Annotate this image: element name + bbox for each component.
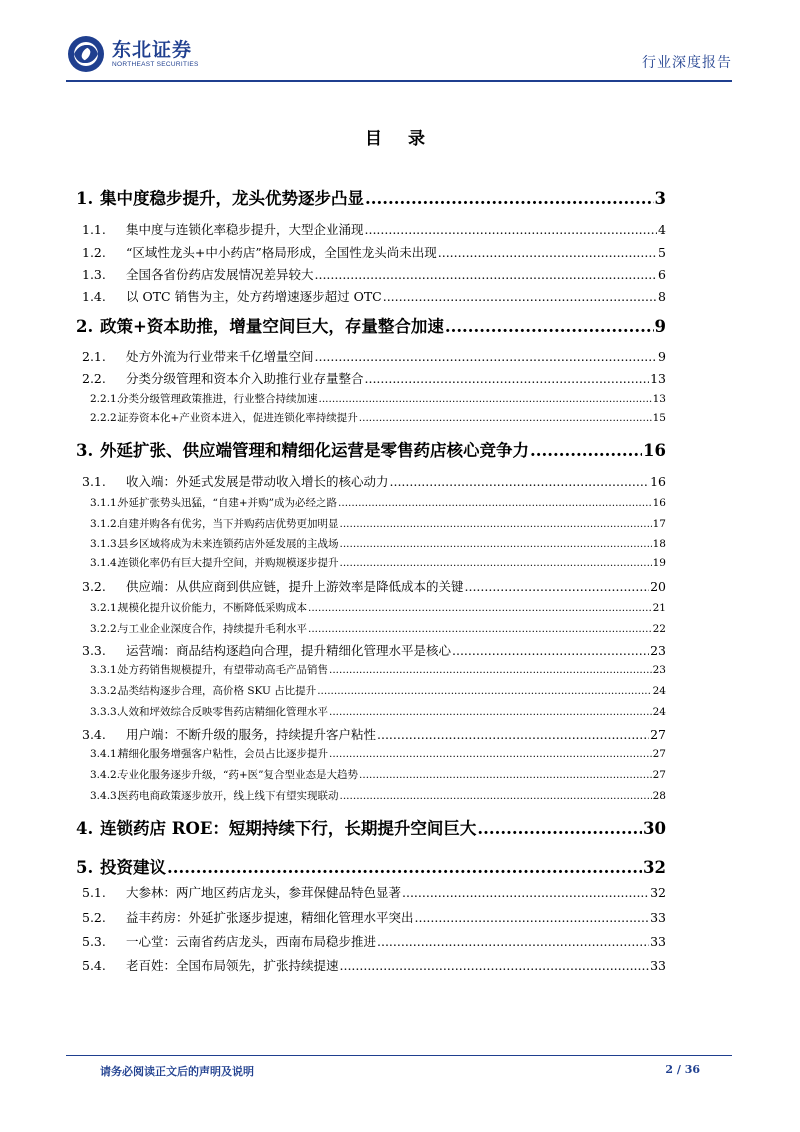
toc-entry-page: 27 xyxy=(652,769,666,781)
toc-entry-page: 23 xyxy=(652,664,666,676)
logo-emblem-icon xyxy=(66,34,106,74)
toc-entry-title: 品类结构逐步合理，高价格 SKU 占比提升 xyxy=(118,685,317,697)
toc-entry-number: 5.2. xyxy=(82,910,106,925)
toc-entry-number: 5. xyxy=(76,858,94,877)
toc-entry-page: 22 xyxy=(652,623,666,635)
toc-entry[interactable] xyxy=(90,662,666,677)
report-type-label: 行业深度报告 xyxy=(642,55,732,71)
toc-entry-page: 16 xyxy=(652,497,666,509)
toc-entry[interactable] xyxy=(90,746,666,761)
toc-entry-title: 连锁药店 ROE：短期持续下行，长期提升空间巨大 xyxy=(100,819,477,838)
toc-entry-page: 17 xyxy=(652,518,666,530)
toc-leader-dots xyxy=(340,538,652,550)
toc-leader-dots xyxy=(359,769,652,781)
toc-entry-page: 32 xyxy=(643,858,666,877)
toc-entry-title: 连锁化率仍有巨大提升空间，并购规模逐步提升 xyxy=(118,557,339,569)
toc-entry-number: 2.1. xyxy=(82,349,106,364)
toc-entry-title: 益丰药房：外延扩张逐步提速，精细化管理水平突出 xyxy=(126,910,414,925)
toc-leader-dots xyxy=(365,371,650,386)
toc-entry[interactable] xyxy=(90,621,666,636)
toc-entry-page: 4 xyxy=(658,222,666,237)
footer-disclaimer: 请务必阅读正文后的声明及说明 xyxy=(100,1065,254,1078)
toc-entry[interactable] xyxy=(76,437,666,461)
toc-entry-number: 3.2.1. xyxy=(90,602,121,614)
toc-entry[interactable] xyxy=(90,600,666,615)
toc-entry-page: 30 xyxy=(643,819,666,838)
toc-entry[interactable] xyxy=(90,555,666,570)
toc-entry-page: 33 xyxy=(650,910,666,925)
toc-entry-number: 4. xyxy=(76,819,94,838)
toc-leader-dots xyxy=(359,412,652,424)
toc-entry[interactable] xyxy=(90,788,666,803)
toc-entry-page: 28 xyxy=(652,790,666,802)
toc-entry[interactable] xyxy=(82,472,666,490)
toc-entry-number: 2.2.1. xyxy=(90,393,121,405)
toc-entry-page: 23 xyxy=(650,643,666,658)
toc-entry-title: 县乡区域将成为未来连锁药店外延发展的主战场 xyxy=(118,538,339,550)
toc-entry-number: 3.3. xyxy=(82,643,106,658)
toc-entry-number: 5.4. xyxy=(82,958,106,973)
toc-entry-page: 27 xyxy=(652,748,666,760)
toc-entry-page: 9 xyxy=(658,349,666,364)
toc-leader-dots xyxy=(317,685,651,697)
toc-entry-page: 33 xyxy=(650,958,666,973)
toc-entry-title: 分类分级管理和资本介入助推行业存量整合 xyxy=(126,371,364,386)
toc-title: 目 录 xyxy=(365,129,435,149)
toc-entry-title: 人效和坪效综合反映零售药店精细化管理水平 xyxy=(118,706,328,718)
toc-entry-page: 3 xyxy=(654,189,666,208)
toc-entry-page: 27 xyxy=(650,727,666,742)
toc-entry-page: 16 xyxy=(650,474,666,489)
toc-leader-dots xyxy=(167,858,642,877)
toc-leader-dots xyxy=(308,623,652,635)
toc-entry[interactable] xyxy=(82,243,666,261)
toc-entry[interactable] xyxy=(90,704,666,719)
toc-leader-dots xyxy=(415,910,650,925)
toc-entry-number: 3.4.1. xyxy=(90,748,121,760)
toc-entry-number: 1.2. xyxy=(82,245,106,260)
toc-entry[interactable] xyxy=(82,265,666,283)
toc-entry[interactable] xyxy=(90,516,666,531)
toc-entry-number: 3.3.3. xyxy=(90,706,121,718)
toc-entry[interactable] xyxy=(82,641,666,659)
toc-entry[interactable] xyxy=(82,577,666,595)
toc-leader-dots xyxy=(377,934,649,949)
toc-leader-dots xyxy=(465,579,650,594)
toc-entry[interactable] xyxy=(90,683,666,698)
toc-entry-page: 6 xyxy=(658,267,666,282)
toc-entry-title: 处方药销售规模提升，有望带动高毛产品销售 xyxy=(118,664,328,676)
toc-entry-number: 3.3.2. xyxy=(90,685,121,697)
toc-entry[interactable] xyxy=(90,410,666,425)
toc-entry-number: 3.1.3. xyxy=(90,538,121,550)
toc-leader-dots xyxy=(340,958,650,973)
toc-entry-number: 3.1.2. xyxy=(90,518,121,530)
toc-entry[interactable] xyxy=(82,932,666,950)
toc-leader-dots xyxy=(365,189,654,208)
toc-entry-title: 收入端：外延式发展是带动收入增长的核心动力 xyxy=(126,474,389,489)
toc-entry[interactable] xyxy=(82,369,666,387)
toc-entry-page: 21 xyxy=(652,602,666,614)
toc-entry-number: 3.3.1. xyxy=(90,664,121,676)
toc-leader-dots xyxy=(329,748,652,760)
toc-entry-page: 18 xyxy=(652,538,666,550)
toc-leader-dots xyxy=(315,267,658,282)
toc-entry-title: 用户端：不断升级的服务，持续提升客户粘性 xyxy=(126,727,377,742)
toc-entry-number: 2.2.2. xyxy=(90,412,121,424)
toc-entry-page: 19 xyxy=(652,557,666,569)
toc-entry-title: 集中度与连锁化率稳步提升，大型企业涌现 xyxy=(126,222,364,237)
toc-entry-number: 3.2. xyxy=(82,579,106,594)
toc-entry-page: 16 xyxy=(643,441,666,460)
toc-entry[interactable] xyxy=(82,725,666,743)
toc-entry-page: 13 xyxy=(650,371,666,386)
toc-entry-title: 集中度稳步提升，龙头优势逐步凸显 xyxy=(100,189,364,208)
toc-entry-page: 24 xyxy=(652,706,666,718)
toc-entry[interactable] xyxy=(82,956,666,974)
toc-leader-dots xyxy=(315,349,658,364)
toc-entry-number: 3.4. xyxy=(82,727,106,742)
toc-leader-dots xyxy=(308,602,652,614)
toc-leader-dots xyxy=(402,885,649,900)
brand-logo xyxy=(66,34,199,74)
toc-entry-number: 1.3. xyxy=(82,267,106,282)
toc-entry[interactable] xyxy=(82,883,666,901)
toc-entry-title: 政策+资本助推，增量空间巨大，存量整合加速 xyxy=(100,317,444,336)
page-header xyxy=(66,34,732,82)
toc-entry-page: 13 xyxy=(652,393,666,405)
toc-entry-title: 一心堂：云南省药店龙头，西南布局稳步推进 xyxy=(126,934,377,949)
toc-entry[interactable] xyxy=(90,391,666,406)
toc-entry-title: 处方外流为行业带来千亿增量空间 xyxy=(126,349,314,364)
toc-entry-title: 证券资本化+产业资本进入，促进连锁化率持续提升 xyxy=(118,412,358,424)
toc-entry[interactable] xyxy=(76,815,666,839)
toc-entry-page: 24 xyxy=(652,685,666,697)
toc-entry[interactable] xyxy=(90,767,666,782)
toc-entry-title: 与工业企业深度合作，持续提升毛利水平 xyxy=(118,623,307,635)
toc-entry-title: 大参林：两广地区药店龙头，参茸保健品特色显著 xyxy=(126,885,402,900)
toc-entry[interactable] xyxy=(76,185,666,209)
toc-entry-page: 15 xyxy=(652,412,666,424)
toc-entry[interactable] xyxy=(76,854,666,878)
toc-entry[interactable] xyxy=(82,908,666,926)
toc-entry-title: 医药电商政策逐步放开，线上线下有望实现联动 xyxy=(118,790,339,802)
header-divider xyxy=(66,80,732,82)
toc-entry-number: 3.4.2. xyxy=(90,769,121,781)
toc-entry-title: 运营端：商品结构逐趋向合理，提升精细化管理水平是核心 xyxy=(126,643,452,658)
toc-leader-dots xyxy=(390,474,650,489)
toc-entry-page: 5 xyxy=(658,245,666,260)
toc-leader-dots xyxy=(365,222,658,237)
toc-entry-title: 全国各省份药店发展情况差异较大 xyxy=(126,267,314,282)
toc-entry[interactable] xyxy=(90,495,666,510)
toc-entry-title: 供应端：从供应商到供应链，提升上游效率是降低成本的关键 xyxy=(126,579,464,594)
toc-entry[interactable] xyxy=(82,347,666,365)
toc-leader-dots xyxy=(452,643,649,658)
toc-entry-number: 1.4. xyxy=(82,289,106,304)
toc-entry-title: 专业化服务逐步升级，“药+医”复合型业态是大趋势 xyxy=(118,769,359,781)
toc-entry[interactable] xyxy=(82,220,666,238)
toc-entry[interactable] xyxy=(90,536,666,551)
toc-leader-dots xyxy=(377,727,649,742)
toc-entry-title: 外延扩张势头迅猛，“自建+并购”成为必经之路 xyxy=(118,497,338,509)
toc-leader-dots xyxy=(438,245,657,260)
toc-leader-dots xyxy=(340,518,652,530)
toc-leader-dots xyxy=(329,706,652,718)
toc-entry-number: 3.4.3. xyxy=(90,790,121,802)
toc-entry-title: 自建并购各有优劣，当下并购药店优势更加明显 xyxy=(118,518,339,530)
toc-leader-dots xyxy=(340,557,652,569)
toc-entry-page: 20 xyxy=(650,579,666,594)
toc-leader-dots xyxy=(319,393,652,405)
toc-entry-title: “区域性龙头+中小药店”格局形成，全国性龙头尚未出现 xyxy=(126,245,437,260)
brand-name-cn: 东北证券 xyxy=(112,39,193,61)
toc-entry-number: 3.2.2. xyxy=(90,623,121,635)
toc-entry[interactable] xyxy=(82,287,666,305)
toc-leader-dots xyxy=(445,317,654,336)
toc-entry-page: 8 xyxy=(658,289,666,304)
toc-leader-dots xyxy=(477,819,642,838)
toc-entry-number: 3.1.1. xyxy=(90,497,121,509)
toc-entry-title: 以 OTC 销售为主，处方药增速逐步超过 OTC xyxy=(126,289,382,304)
toc-entry-page: 33 xyxy=(650,934,666,949)
toc-entry-title: 老百姓：全国布局领先，扩张持续提速 xyxy=(126,958,339,973)
toc-leader-dots xyxy=(338,497,652,509)
toc-entry-page: 32 xyxy=(650,885,666,900)
toc-entry-title: 投资建议 xyxy=(100,858,166,877)
toc-entry-page: 9 xyxy=(654,317,666,336)
brand-name-en: NORTHEAST SECURITIES xyxy=(112,61,199,68)
toc-entry-number: 2. xyxy=(76,317,94,336)
toc-entry-title: 精细化服务增强客户粘性，会员占比逐步提升 xyxy=(118,748,328,760)
toc-entry-number: 1.1. xyxy=(82,222,106,237)
toc-entry-number: 5.3. xyxy=(82,934,106,949)
toc-leader-dots xyxy=(530,441,642,460)
footer-divider xyxy=(66,1055,732,1056)
page-number: 2 / 36 xyxy=(665,1063,700,1076)
toc-entry-number: 3.1. xyxy=(82,474,106,489)
toc-entry-title: 规模化提升议价能力，不断降低采购成本 xyxy=(118,602,307,614)
toc-entry-number: 3.1.4. xyxy=(90,557,121,569)
toc-leader-dots xyxy=(329,664,652,676)
toc-leader-dots xyxy=(383,289,657,304)
toc-entry-number: 5.1. xyxy=(82,885,106,900)
toc-entry-title: 外延扩张、供应端管理和精细化运营是零售药店核心竞争力 xyxy=(100,441,529,460)
toc-entry-number: 3. xyxy=(76,441,94,460)
toc-leader-dots xyxy=(340,790,652,802)
toc-entry-number: 1. xyxy=(76,189,94,208)
toc-entry[interactable] xyxy=(76,313,666,337)
toc-entry-number: 2.2. xyxy=(82,371,106,386)
toc-entry-title: 分类分级管理政策推进，行业整合持续加速 xyxy=(118,393,318,405)
